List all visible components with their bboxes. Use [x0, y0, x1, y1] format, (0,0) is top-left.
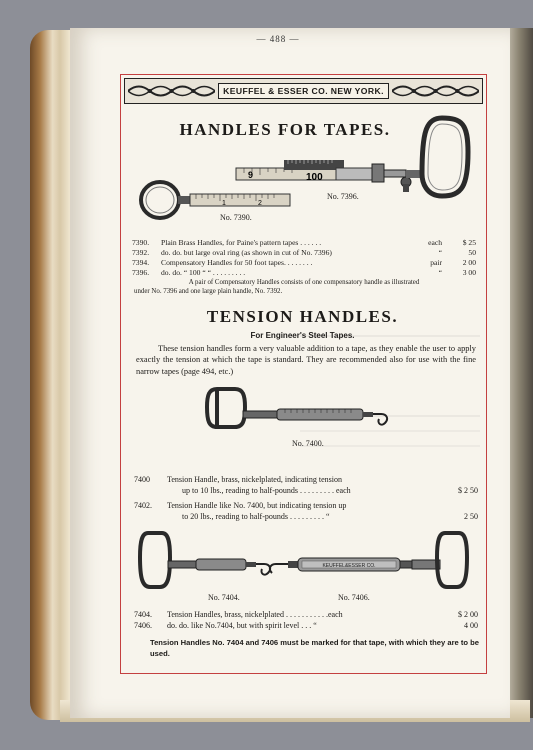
item-number: 7394.	[132, 258, 150, 267]
footnote: Tension Handles No. 7404 and 7406 must be marked for that tape, with which they are to be used.	[150, 638, 480, 658]
company-name: KEUFFEL & ESSER CO. NEW YORK.	[218, 83, 389, 99]
tape-number-1: 1	[222, 200, 226, 207]
item-price: 2 00	[462, 258, 476, 267]
compensatory-note	[134, 279, 474, 296]
item-description: do. do. but large oval ring (as shown in cut of No. 7396)	[161, 248, 332, 257]
tape-number-9: 9	[248, 170, 254, 180]
item-description-2: up to 10 lbs., reading to half-pounds . . . . . . . . . each	[182, 486, 351, 495]
label-7400: No. 7400.	[292, 439, 324, 448]
item-description: Compensatory Handles for 50 foot tapes. . . . . . . .	[161, 258, 313, 267]
section-title-handles: HANDLES FOR TAPES.	[179, 120, 391, 139]
illustration-7404-7406	[140, 527, 475, 595]
item-price: 50	[468, 248, 476, 257]
tape-number-100: 100	[306, 172, 323, 183]
item-number: 7396.	[132, 268, 150, 277]
item-number: 7390.	[132, 238, 150, 247]
item-price: 2 50	[464, 512, 478, 521]
item-price: $ 2 00	[458, 610, 478, 619]
item-number: 7406.	[134, 621, 152, 630]
item-price: $ 25	[462, 238, 476, 247]
item-description: do. do. “ 100 “ “ . . . . . . . . .	[161, 268, 246, 277]
header-banner	[124, 78, 483, 104]
item-description-2: to 20 lbs., reading to half-pounds . . . . . . . . . “	[182, 512, 330, 521]
tape-number-2: 2	[258, 200, 262, 207]
item-number: 7402.	[134, 501, 152, 510]
item-unit: pair	[430, 258, 442, 267]
engraving-text: KEUFFEL&ESSER CO.	[322, 563, 376, 569]
label-7404: No. 7404.	[208, 593, 240, 602]
label-7390: No. 7390.	[220, 213, 252, 222]
section-title-tension: TENSION HANDLES.	[206, 307, 399, 326]
section-subtitle: For Engineer's Steel Tapes.	[250, 331, 355, 340]
item-unit: “	[438, 268, 442, 277]
item-description: Tension Handles, brass, nickelplated . . . . . . . . . . .each	[167, 610, 343, 619]
ornament-right	[392, 82, 479, 100]
item-price: 3 00	[462, 268, 476, 277]
note-line-2: under No. 7396 and one large plain handle, No. 7392.	[134, 287, 283, 295]
item-number: 7400	[134, 475, 150, 484]
note-line-1: A pair of Compensatory Handles consists of one compensatory handle as illustrated	[188, 279, 420, 286]
item-description: do. do. like No.7404, but with spirit level . . . “	[167, 621, 317, 630]
intro-paragraph: These tension handles form a very valuable addition to a tape, as they enable the user to apply exactly the tension at which the tape is standard. They are recommended also for use with the fine narrow tapes (page 494, etc.)	[136, 344, 476, 376]
item-number: 7404.	[134, 610, 152, 619]
item-price: 4 00	[464, 621, 478, 630]
page-number: — 488 —	[256, 34, 300, 44]
ornament-left	[128, 82, 215, 100]
item-description: Tension Handle like No. 7400, but indicating tension up	[167, 501, 347, 510]
item-description: Tension Handle, brass, nickelplated, indicating tension	[167, 475, 342, 484]
item-unit: each	[428, 238, 442, 247]
label-7396: No. 7396.	[327, 192, 359, 201]
illustration-7400	[205, 385, 395, 435]
item-number: 7392.	[132, 248, 150, 257]
item-description: Plain Brass Handles, for Paine's pattern tapes . . . . . .	[161, 238, 322, 247]
label-7406: No. 7406.	[338, 593, 370, 602]
item-unit: “	[438, 248, 442, 257]
item-price: $ 2 50	[458, 486, 478, 495]
illustration-7396	[236, 112, 476, 202]
